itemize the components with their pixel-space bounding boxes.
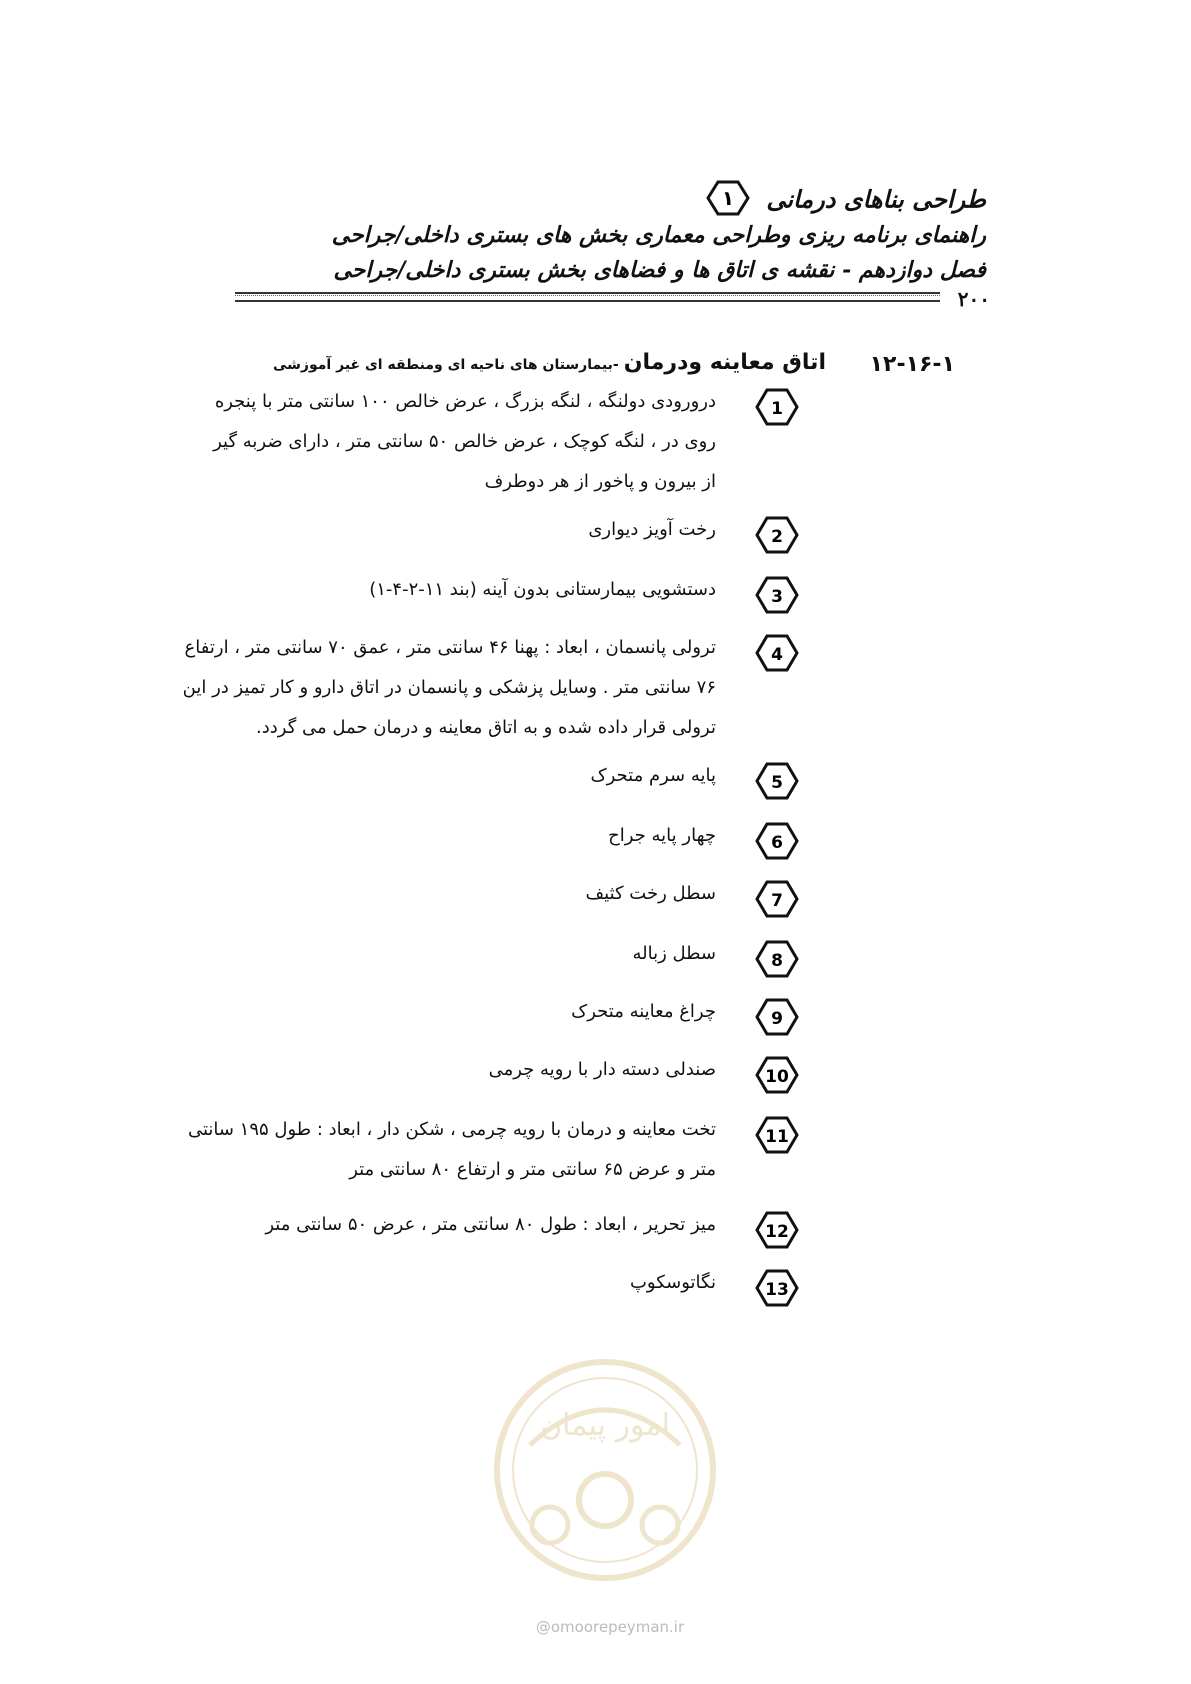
item-description-line: میز تحریر ، ابعاد : طول ۸۰ سانتی متر ، عرض ۵۰ سانتی متر [265,1214,716,1235]
item-number-badge [755,1116,799,1154]
item-number: 13 [765,1280,789,1300]
item-description-line: پایه سرم متحرک [590,765,716,786]
item-number-badge [755,880,799,918]
item-number-badge [755,1211,799,1249]
item-description [489,1050,716,1090]
item-description-line: دستشویی بیمارستانی بدون آینه (بند ۱۱-۲-۴-۱) [369,579,716,600]
item-number: 2 [771,527,783,547]
item-number-badge [755,634,799,672]
volume-badge [706,180,750,222]
item-description-line: ۷۶ سانتی متر . وسایل پزشکی و پانسمان در اتاق دارو و کار تمیز در این [182,677,716,698]
item-description [369,570,716,610]
item-description-line: چراغ معاینه متحرک [571,1001,716,1022]
item-number-badge [755,822,799,860]
item-description-line: تخت معاینه و درمان با رویه چرمی ، شکن دار ، ابعاد : طول ۱۹۵ سانتی [187,1119,716,1140]
section-heading [266,350,826,375]
item-number-badge [755,1056,799,1094]
item-description [608,816,716,856]
item-description [188,1110,716,1190]
item-description-line: نگاتوسکوپ [629,1272,716,1293]
item-description [588,510,716,550]
item-number-badge [755,1269,799,1307]
item-description-line: ترولی قرار داده شده و به اتاق معاینه و درمان حمل می گردد. [256,717,716,738]
header-line-3: فصل دوازدهم - نقشه ی اتاق ها و فضاهای بخش بستری داخلی/جراحی [333,257,986,283]
item-description-line: رخت آویز دیواری [588,519,716,540]
item-number: 10 [765,1067,789,1087]
item-description [265,1205,716,1245]
item-description-line: سطل زباله [632,943,716,964]
item-number-badge [755,516,799,554]
watermark-logo-text: امور پیمان [540,1408,670,1443]
watermark-logo [490,1355,720,1585]
item-number: 8 [771,951,783,971]
item-number: 12 [765,1222,789,1242]
item-description-line: سطل رخت کثیف [585,883,716,904]
header-rule [235,292,940,302]
item-description-line: متر و عرض ۶۵ سانتی متر و ارتفاع ۸۰ سانتی متر [349,1159,716,1180]
item-number: 6 [771,833,783,853]
volume-badge-number: ۱ [721,186,735,210]
item-number-badge [755,576,799,614]
item-description [571,992,716,1032]
item-description-line: صندلی دسته دار با رویه چرمی [488,1059,716,1080]
item-number-badge [755,388,799,426]
item-description-line: ترولی پانسمان ، ابعاد : پهنا ۴۶ سانتی متر ، عمق ۷۰ سانتی متر ، ارتفاع [184,637,716,658]
item-number-badge [755,762,799,800]
section-subtitle: -بیمارستان های ناحیه ای ومنطقه ای غیر آموزشی [273,357,619,373]
item-description [213,382,716,502]
item-number: 7 [771,891,783,911]
item-description-line: روی در ، لنگه کوچک ، عرض خالص ۵۰ سانتی متر ، دارای ضربه گیر [213,431,716,452]
item-number: 9 [771,1009,783,1029]
header-line-2: راهنمای برنامه ریزی وطراحی معماری بخش های بستری داخلی/جراحی [331,222,986,248]
section-title: اتاق معاینه ودرمان [623,350,826,375]
item-number: 5 [771,773,783,793]
item-description [632,934,716,974]
watermark-url: @omoorepeyman.ir [535,1618,685,1636]
item-number: 4 [771,645,783,665]
item-description [630,1263,716,1303]
item-description-line: چهار پایه جراح [608,825,716,846]
section-number: ۱۲-۱۶-۱ [869,352,955,377]
item-number-badge [755,940,799,978]
item-description [586,874,716,914]
item-description-line: درورودی دولنگه ، لنگه بزرگ ، عرض خالص ۱۰۰ سانتی متر با پنجره [214,391,716,412]
item-number: 1 [771,399,783,419]
item-number: 11 [765,1127,789,1147]
header-line-1 [206,180,986,222]
item-description [591,756,717,796]
item-description-line: از بیرون و پاخور از هر دوطرف [484,471,716,492]
item-description [183,628,716,748]
book-title: طراحی بناهای درمانی [766,184,986,214]
item-number: 3 [771,587,783,607]
item-number-badge [755,998,799,1036]
page-number: ۲۰۰ [957,287,990,311]
